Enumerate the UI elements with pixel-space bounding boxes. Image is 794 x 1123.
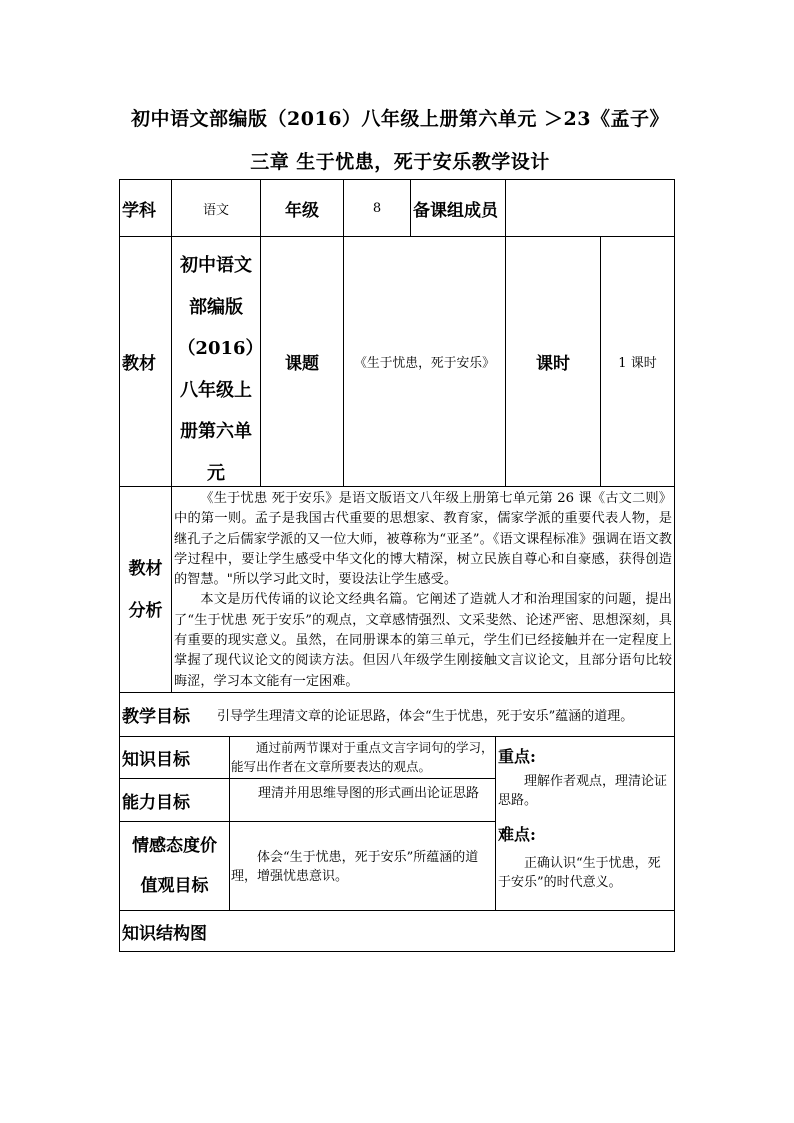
hours-label: 课时 bbox=[505, 236, 601, 487]
difficulty-point-label: 难点: bbox=[498, 825, 536, 844]
knowledge-goal-label: 知识目标 bbox=[119, 736, 230, 779]
teaching-goal-row bbox=[119, 692, 675, 737]
textbook-label: 教材 bbox=[119, 236, 172, 487]
topic-value: 《生于忧患，死于安乐》 bbox=[343, 236, 506, 487]
textbook-value: 初中语文部编版（2016）八年级上册第六单元 bbox=[171, 236, 261, 487]
emotion-goal-label bbox=[119, 821, 230, 911]
ability-goal-label: 能力目标 bbox=[119, 778, 230, 822]
analysis-label bbox=[119, 486, 172, 693]
subject-label: 学科 bbox=[119, 179, 172, 237]
knowledge-goal-value: 通过前两节课对于重点文言字词句的学习，能写出作者在文章所要表达的观点。 bbox=[229, 736, 496, 779]
key-difficulty-cell bbox=[495, 736, 675, 911]
hours-value: 1 课时 bbox=[600, 236, 675, 487]
grade-label: 年级 bbox=[260, 179, 344, 237]
knowledge-structure-row: 知识结构图 bbox=[119, 910, 675, 952]
topic-label: 课题 bbox=[260, 236, 344, 487]
emotion-goal-value: 体会“生于忧患，死于安乐”所蕴涵的道理，增强忧患意识。 bbox=[229, 821, 496, 911]
analysis-paragraph-1: 《生于忧患 死于安乐》是语文版语文八年级上册第七单元第 26 课《古文二则》中的第一则。孟子是我国古代重要的思想家、教育家，儒家学派的重要代表人物，是继孔子之后儒家学派的又一位大师，被尊称为“亚圣”。《语文课程标准》强调在语文教学过程中，要让学生感受中华文化的博大精深，树立民族自尊心和自豪感，获得创造的智慧。"所以学习此文时，要设法让学生感受。 bbox=[174, 491, 672, 588]
grade-value: 8 bbox=[343, 179, 411, 237]
subject-value: 语文 bbox=[171, 179, 261, 237]
document-title-line1: 初中语文部编版（2016）八年级上册第六单元 ＞23《孟子》 bbox=[131, 108, 669, 130]
document-title-line2: 三章 生于忧患，死于安乐教学设计 bbox=[250, 151, 550, 173]
difficulty-point-value: 正确认识“生于忧患，死于安乐”的时代意义。 bbox=[498, 856, 661, 890]
key-point-value: 理解作者观点，理清论证思路。 bbox=[498, 774, 668, 808]
emotion-goal-label-line1: 情感态度价 bbox=[132, 836, 217, 856]
teaching-goal-label: 教学目标 bbox=[122, 707, 190, 727]
key-point-label: 重点: bbox=[498, 747, 536, 766]
teaching-goal-value: 引导学生理清文章的论证思路，体会“生于忧患，死于安乐”蕴涵的道理。 bbox=[217, 709, 634, 724]
analysis-content bbox=[171, 486, 675, 693]
emotion-goal-label-line2: 值观目标 bbox=[140, 876, 209, 896]
analysis-paragraph-2: 本文是历代传诵的议论文经典名篇。它阐述了造就人才和治理国家的问题，提出了“生于忧患 死于安乐”的观点，文章感情强烈、文采斐然、论述严密、思想深刻，具有重要的现实意义。虽然，在同册课本的第三单元，学生们已经接触并在一定程度上掌握了现代议论文的阅读方法。但因八年级学生刚接触文言议论文，且部分语句比较晦涩，学习本文能有一定困难。 bbox=[174, 592, 672, 689]
analysis-label-line1: 教材 bbox=[128, 558, 163, 579]
analysis-label-line2: 分析 bbox=[128, 600, 163, 621]
members-value bbox=[505, 179, 675, 237]
ability-goal-value: 理清并用思维导图的形式画出论证思路 bbox=[229, 778, 496, 822]
members-label: 备课组成员 bbox=[410, 179, 506, 237]
